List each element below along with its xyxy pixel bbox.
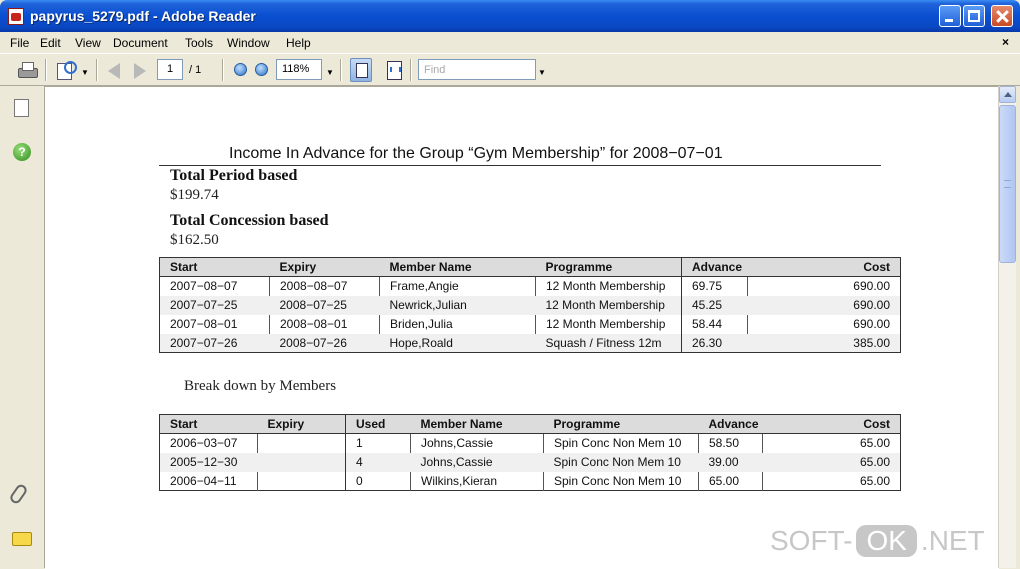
column-header: Cost: [763, 415, 901, 434]
table-cell: 26.30: [682, 334, 748, 353]
help-icon[interactable]: ?: [13, 143, 31, 161]
toolbar-separator: [340, 59, 342, 81]
table-cell: 4: [346, 453, 411, 472]
table-row: [160, 334, 901, 353]
attach-icon[interactable]: [8, 483, 28, 506]
toolbar-separator: [96, 59, 98, 81]
chevron-down-icon[interactable]: ▼: [538, 68, 546, 77]
document-view[interactable]: [44, 86, 998, 568]
table-cell: Briden,Julia: [380, 315, 536, 334]
table-cell: 2007−08−01: [170, 317, 238, 331]
breakdown-heading: Break down by Members: [184, 378, 337, 394]
chevron-down-icon[interactable]: ▼: [81, 68, 89, 77]
table-cell: Spin Conc Non Mem 10: [544, 434, 699, 453]
column-header: Start: [160, 258, 270, 277]
table-cell: 2007−07−26: [160, 334, 270, 353]
menu-bar: [0, 32, 1020, 53]
scroll-thumb[interactable]: [999, 105, 1016, 263]
table-cell: Frame,Angie: [380, 277, 536, 296]
watermark-text: SOFT-: [770, 525, 853, 556]
close-button[interactable]: [991, 5, 1013, 27]
watermark: [770, 525, 985, 557]
table-cell: 2006−04−11: [170, 473, 237, 488]
table-cell: [258, 472, 346, 491]
column-header: Start: [160, 415, 258, 434]
find-input[interactable]: [418, 59, 536, 80]
section-amount-period: $199.74: [170, 187, 219, 203]
column-header: Programme: [536, 258, 682, 277]
table-cell: 690.00: [748, 296, 901, 315]
pdf-page: [45, 87, 999, 569]
table-cell: 2007−07−25: [160, 296, 270, 315]
table-cell: 12 Month Membership: [536, 296, 682, 315]
table-row: [160, 296, 901, 315]
table-cell: Spin Conc Non Mem 10: [544, 453, 699, 472]
column-header: Advance: [682, 258, 748, 277]
menu-tools[interactable]: Tools: [185, 36, 214, 50]
column-header: Expiry: [270, 258, 380, 277]
table-row: [160, 453, 901, 472]
search-doc-icon[interactable]: [56, 60, 76, 80]
title-bar[interactable]: [0, 0, 1020, 32]
table-cell: 65.00: [763, 453, 901, 472]
next-page-icon[interactable]: [134, 63, 146, 79]
table-row: [160, 277, 901, 296]
toolbar: [0, 53, 1020, 86]
table-header-row: [160, 415, 901, 434]
table-cell: Wilkins,Kieran: [411, 472, 544, 491]
income-table: [159, 257, 901, 353]
page-total-label: / 1: [189, 64, 202, 76]
document-close-button[interactable]: ×: [1002, 35, 1010, 49]
zoom-out-icon[interactable]: [234, 63, 247, 76]
prev-page-icon[interactable]: [108, 63, 120, 79]
member-breakdown-table: [159, 414, 901, 491]
table-cell: 69.75: [682, 277, 748, 296]
table-row: [160, 315, 901, 334]
watermark-text: OK: [856, 525, 916, 557]
app-pdf-icon[interactable]: [8, 8, 24, 25]
section-heading-period: Total Period based: [170, 167, 298, 184]
vertical-scrollbar[interactable]: [998, 86, 1016, 568]
section-amount-concession: $162.50: [170, 232, 219, 248]
table-cell: 690.00: [748, 315, 901, 334]
table-cell: 2007−08−07: [170, 279, 238, 294]
table-cell: 2008−07−25: [270, 296, 380, 315]
window-title: papyrus_5279.pdf - Adobe Reader: [30, 8, 256, 24]
table-header-row: [160, 258, 901, 277]
toolbar-separator: [45, 59, 47, 81]
toolbar-separator: [410, 59, 412, 81]
maximize-button[interactable]: [963, 5, 985, 27]
table-cell: 45.25: [682, 296, 748, 315]
table-cell: Hope,Roald: [380, 334, 536, 353]
menu-view[interactable]: View: [75, 36, 101, 50]
table-cell: 65.00: [699, 472, 763, 491]
print-icon[interactable]: [17, 60, 37, 80]
table-cell: 690.00: [748, 277, 901, 296]
table-cell: 2005−12−30: [160, 453, 258, 472]
table-cell: 2008−08−01: [270, 315, 380, 334]
table-cell: Newrick,Julian: [380, 296, 536, 315]
column-header: Advance: [699, 415, 763, 434]
table-cell: 2008−08−07: [270, 277, 380, 296]
table-cell: 65.00: [763, 472, 901, 491]
table-cell: Johns,Cassie: [411, 453, 544, 472]
page-number-input[interactable]: 1: [157, 59, 183, 80]
table-cell: 385.00: [748, 334, 901, 353]
table-cell: 2006−03−07: [170, 436, 238, 451]
comments-icon[interactable]: [12, 532, 32, 546]
toolbar-separator: [222, 59, 224, 81]
table-cell: 12 Month Membership: [536, 315, 682, 334]
chevron-down-icon[interactable]: ▼: [326, 68, 334, 77]
title-rule: [159, 165, 881, 166]
minimize-button[interactable]: [939, 5, 961, 27]
table-cell: Squash / Fitness 12m: [536, 334, 682, 353]
table-cell: [258, 453, 346, 472]
menu-document[interactable]: Document: [113, 36, 168, 50]
fit-width-icon[interactable]: [384, 60, 404, 80]
menu-help[interactable]: Help: [286, 36, 311, 50]
menu-edit[interactable]: Edit: [40, 36, 61, 50]
watermark-text: .NET: [920, 525, 985, 556]
fit-page-icon[interactable]: [350, 58, 372, 82]
column-header: Member Name: [411, 415, 544, 434]
table-cell: [258, 434, 346, 453]
report-title: Income In Advance for the Group “Gym Membership” for 2008−07−01: [229, 145, 723, 162]
table-cell: 58.50: [699, 434, 763, 453]
table-row: [160, 434, 901, 453]
column-header: Programme: [544, 415, 699, 434]
table-cell: 0: [346, 472, 411, 491]
table-cell: Spin Conc Non Mem 10: [544, 472, 699, 491]
menu-file[interactable]: File: [10, 36, 30, 50]
column-header: Used: [346, 415, 411, 434]
table-cell: 2008−07−26: [270, 334, 380, 353]
table-cell: 58.44: [682, 315, 748, 334]
zoom-in-icon[interactable]: [255, 63, 268, 76]
table-cell: 65.00: [763, 434, 901, 453]
column-header: Member Name: [380, 258, 536, 277]
column-header: Expiry: [258, 415, 346, 434]
column-header: Cost: [748, 258, 901, 277]
navigation-pane: [0, 86, 44, 568]
table-cell: 39.00: [699, 453, 763, 472]
menu-window[interactable]: Window: [227, 36, 270, 50]
scroll-up-button[interactable]: [999, 86, 1016, 103]
section-heading-concession: Total Concession based: [170, 212, 329, 229]
zoom-level-input[interactable]: 118%: [276, 59, 322, 80]
table-cell: 1: [346, 434, 411, 453]
table-cell: Johns,Cassie: [411, 434, 544, 453]
table-cell: 12 Month Membership: [536, 277, 682, 296]
pages-icon[interactable]: [14, 99, 29, 117]
table-row: [160, 472, 901, 491]
